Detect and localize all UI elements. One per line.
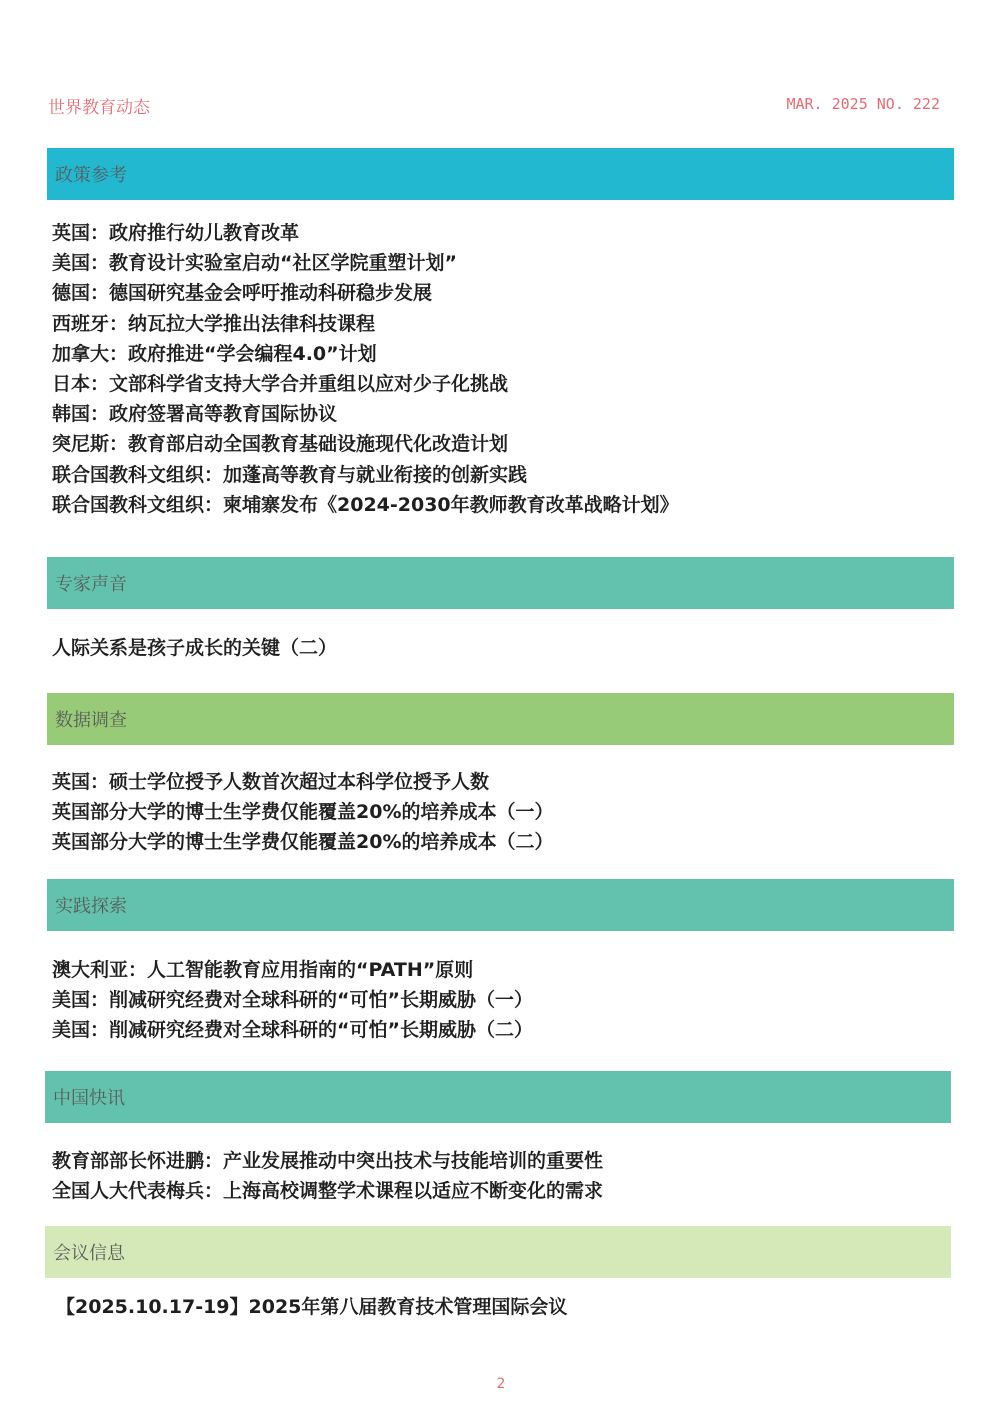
list-item[interactable]: 英国：硕士学位授予人数首次超过本科学位授予人数: [52, 771, 490, 793]
section-title-china: 中国快讯: [53, 1088, 125, 1109]
list-item[interactable]: 人际关系是孩子成长的关键（二）: [52, 637, 338, 659]
list-item[interactable]: 德国：德国研究基金会呼吁推动科研稳步发展: [52, 282, 433, 305]
policy-list: [52, 218, 679, 520]
list-item[interactable]: 【2025.10.17-19】2025年第八届教育技术管理国际会议: [56, 1296, 568, 1318]
china-list: [52, 1146, 603, 1206]
list-item[interactable]: 联合国教科文组织：加蓬高等教育与就业衔接的创新实践: [52, 463, 528, 486]
section-header-policy: [47, 148, 954, 200]
list-item[interactable]: 教育部部长怀进鹏：产业发展推动中突出技术与技能培训的重要性: [52, 1150, 604, 1172]
list-item[interactable]: 英国：政府推行幼儿教育改革: [52, 222, 300, 244]
data-list: [52, 767, 553, 858]
publication-title: 世界教育动态: [48, 98, 150, 118]
list-item[interactable]: 联合国教科文组织：柬埔寨发布《2024-2030年教师教育改革战略计划》: [52, 493, 679, 516]
list-item[interactable]: 英国部分大学的博士生学费仅能覆盖20%的培养成本（一）: [52, 801, 554, 824]
list-item[interactable]: 英国部分大学的博士生学费仅能覆盖20%的培养成本（二）: [52, 831, 554, 854]
list-item[interactable]: 全国人大代表梅兵：上海高校调整学术课程以适应不断变化的需求: [52, 1180, 604, 1203]
expert-list: [52, 633, 337, 663]
section-header-data: [47, 693, 954, 745]
practice-list: [52, 955, 533, 1046]
conference-list: [56, 1292, 567, 1322]
list-item[interactable]: 加拿大：政府推进“学会编程4.0”计划: [52, 342, 377, 365]
list-item[interactable]: 突尼斯：教育部启动全国教育基础设施现代化改造计划: [52, 433, 509, 456]
list-item[interactable]: 美国：削减研究经费对全球科研的“可怕”长期威胁（一）: [52, 989, 533, 1012]
list-item[interactable]: 日本：文部科学省支持大学合并重组以应对少子化挑战: [52, 373, 509, 396]
list-item[interactable]: 美国：削减研究经费对全球科研的“可怕”长期威胁（二）: [52, 1019, 533, 1042]
section-header-practice: [47, 879, 954, 931]
section-title-data: 数据调查: [55, 710, 127, 731]
issue-number: MAR. 2025 NO. 222: [786, 95, 940, 113]
section-header-china: [45, 1071, 951, 1123]
page-number: 2: [496, 1376, 506, 1392]
section-header-expert: [47, 557, 954, 609]
section-title-expert: 专家声音: [55, 574, 127, 595]
section-title-policy: 政策参考: [55, 165, 127, 186]
list-item[interactable]: 西班牙：纳瓦拉大学推出法律科技课程: [52, 312, 376, 335]
list-item[interactable]: 韩国：政府签署高等教育国际协议: [52, 403, 338, 426]
section-title-conference: 会议信息: [53, 1243, 125, 1264]
list-item[interactable]: 美国：教育设计实验室启动“社区学院重塑计划”: [52, 252, 457, 275]
section-title-practice: 实践探索: [55, 896, 127, 917]
list-item[interactable]: 澳大利亚：人工智能教育应用指南的“PATH”原则: [52, 959, 474, 981]
section-header-conference: [45, 1226, 951, 1278]
